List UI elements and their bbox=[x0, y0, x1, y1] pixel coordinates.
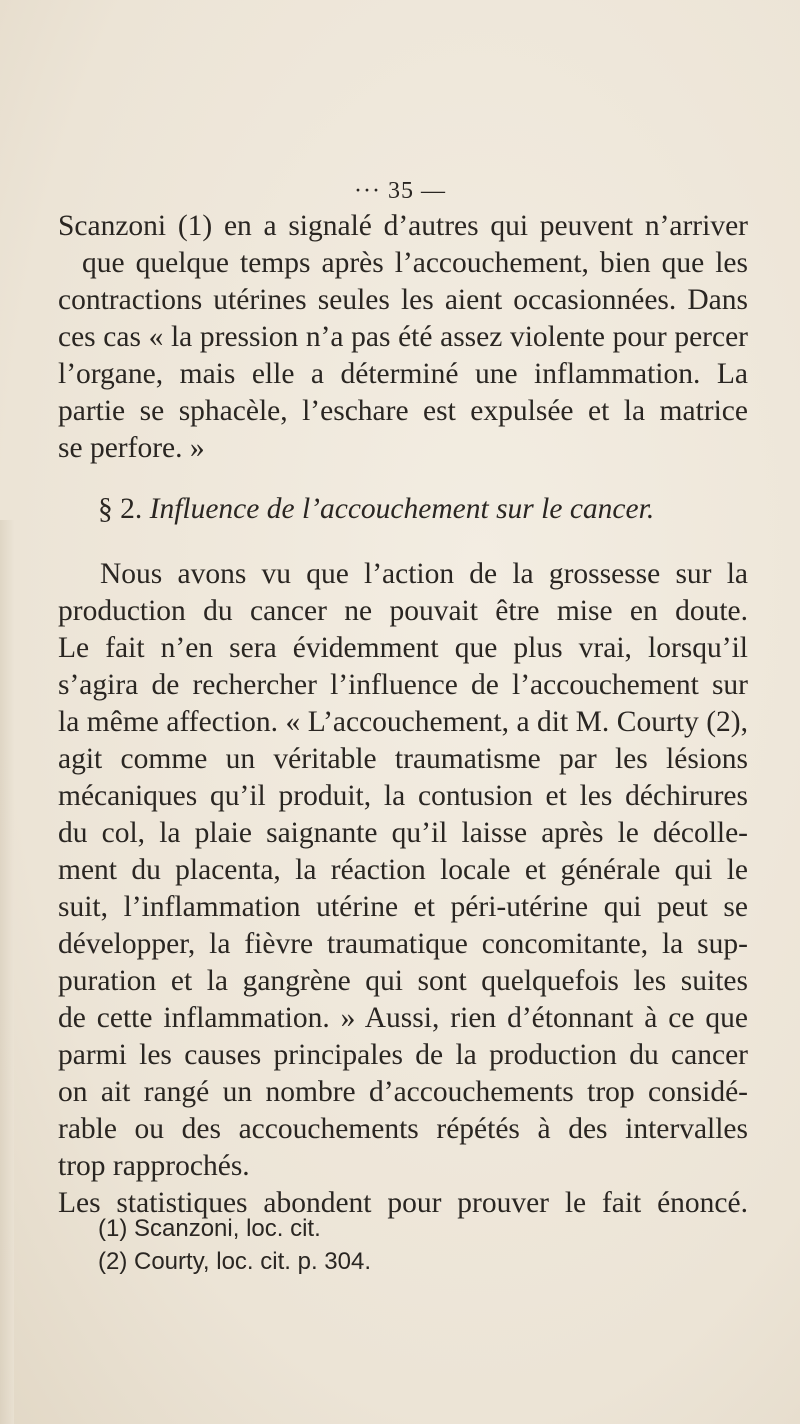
text-line: Le fait n’en sera évidemment que plus vrai, lorsqu’il bbox=[58, 632, 748, 664]
text-line: développer, la fièvre traumatique concomitante, la sup- bbox=[58, 928, 748, 960]
paragraph-continuation bbox=[58, 208, 748, 467]
paragraph-main bbox=[58, 556, 748, 1222]
text-line: s’agira de rechercher l’influence de l’accouchement sur bbox=[58, 669, 748, 701]
footnotes bbox=[98, 1212, 371, 1278]
text-line: trop rapprochés. bbox=[58, 1150, 250, 1182]
footnote: (1) Scanzoni, loc. cit. bbox=[98, 1215, 321, 1242]
text-line: on ait rangé un nombre d’accouchements trop considé- bbox=[58, 1076, 748, 1108]
text-line: que quelque temps après l’accouchement, bien que les bbox=[82, 247, 748, 279]
text-line: mécaniques qu’il produit, la contusion et les déchirures bbox=[58, 780, 748, 812]
footnote: (2) Courty, loc. cit. p. 304. bbox=[98, 1248, 371, 1275]
text-line: agit comme un véritable traumatisme par les lésions bbox=[58, 743, 748, 775]
text-line: Nous avons vu que l’action de la grossesse sur la bbox=[100, 558, 748, 590]
text-line: rable ou des accouchements répétés à des intervalles bbox=[58, 1113, 748, 1145]
section-number: § 2. bbox=[98, 493, 143, 525]
page-number: ··· 35 — bbox=[354, 178, 446, 204]
text-line: partie se sphacèle, l’eschare est expulsée et la matrice bbox=[58, 395, 748, 427]
text-line: du col, la plaie saignante qu’il laisse après le décolle- bbox=[58, 817, 748, 849]
text-line: puration et la gangrène qui sont quelquefois les suites bbox=[58, 965, 748, 997]
section-title: Influence de l’accouchement sur le cancer. bbox=[149, 493, 655, 525]
text-line: la même affection. « L’accouchement, a dit M. Courty (2), bbox=[58, 706, 748, 738]
text-line: se perfore. » bbox=[58, 432, 205, 464]
text-line: production du cancer ne pouvait être mise en doute. bbox=[58, 595, 748, 627]
page-binding-edge bbox=[0, 520, 14, 1424]
text-line: de cette inflammation. » Aussi, rien d’étonnant à ce que bbox=[58, 1002, 748, 1034]
text-line: contractions utérines seules les aient occasionnées. Dans bbox=[58, 284, 748, 316]
text-line: ment du placenta, la réaction locale et générale qui le bbox=[58, 854, 748, 886]
section-heading bbox=[98, 493, 654, 526]
text-line: ces cas « la pression n’a pas été assez violente pour percer bbox=[58, 321, 748, 353]
text-line: Scanzoni (1) en a signalé d’autres qui peuvent n’arriver bbox=[58, 210, 748, 242]
text-line: l’organe, mais elle a déterminé une inflammation. La bbox=[58, 358, 748, 390]
text-line: suit, l’inflammation utérine et péri-utérine qui peut se bbox=[58, 891, 748, 923]
text-line: Les statistiques abondent pour prouver le fait énoncé. bbox=[58, 1187, 748, 1219]
text-line: parmi les causes principales de la production du cancer bbox=[58, 1039, 748, 1071]
